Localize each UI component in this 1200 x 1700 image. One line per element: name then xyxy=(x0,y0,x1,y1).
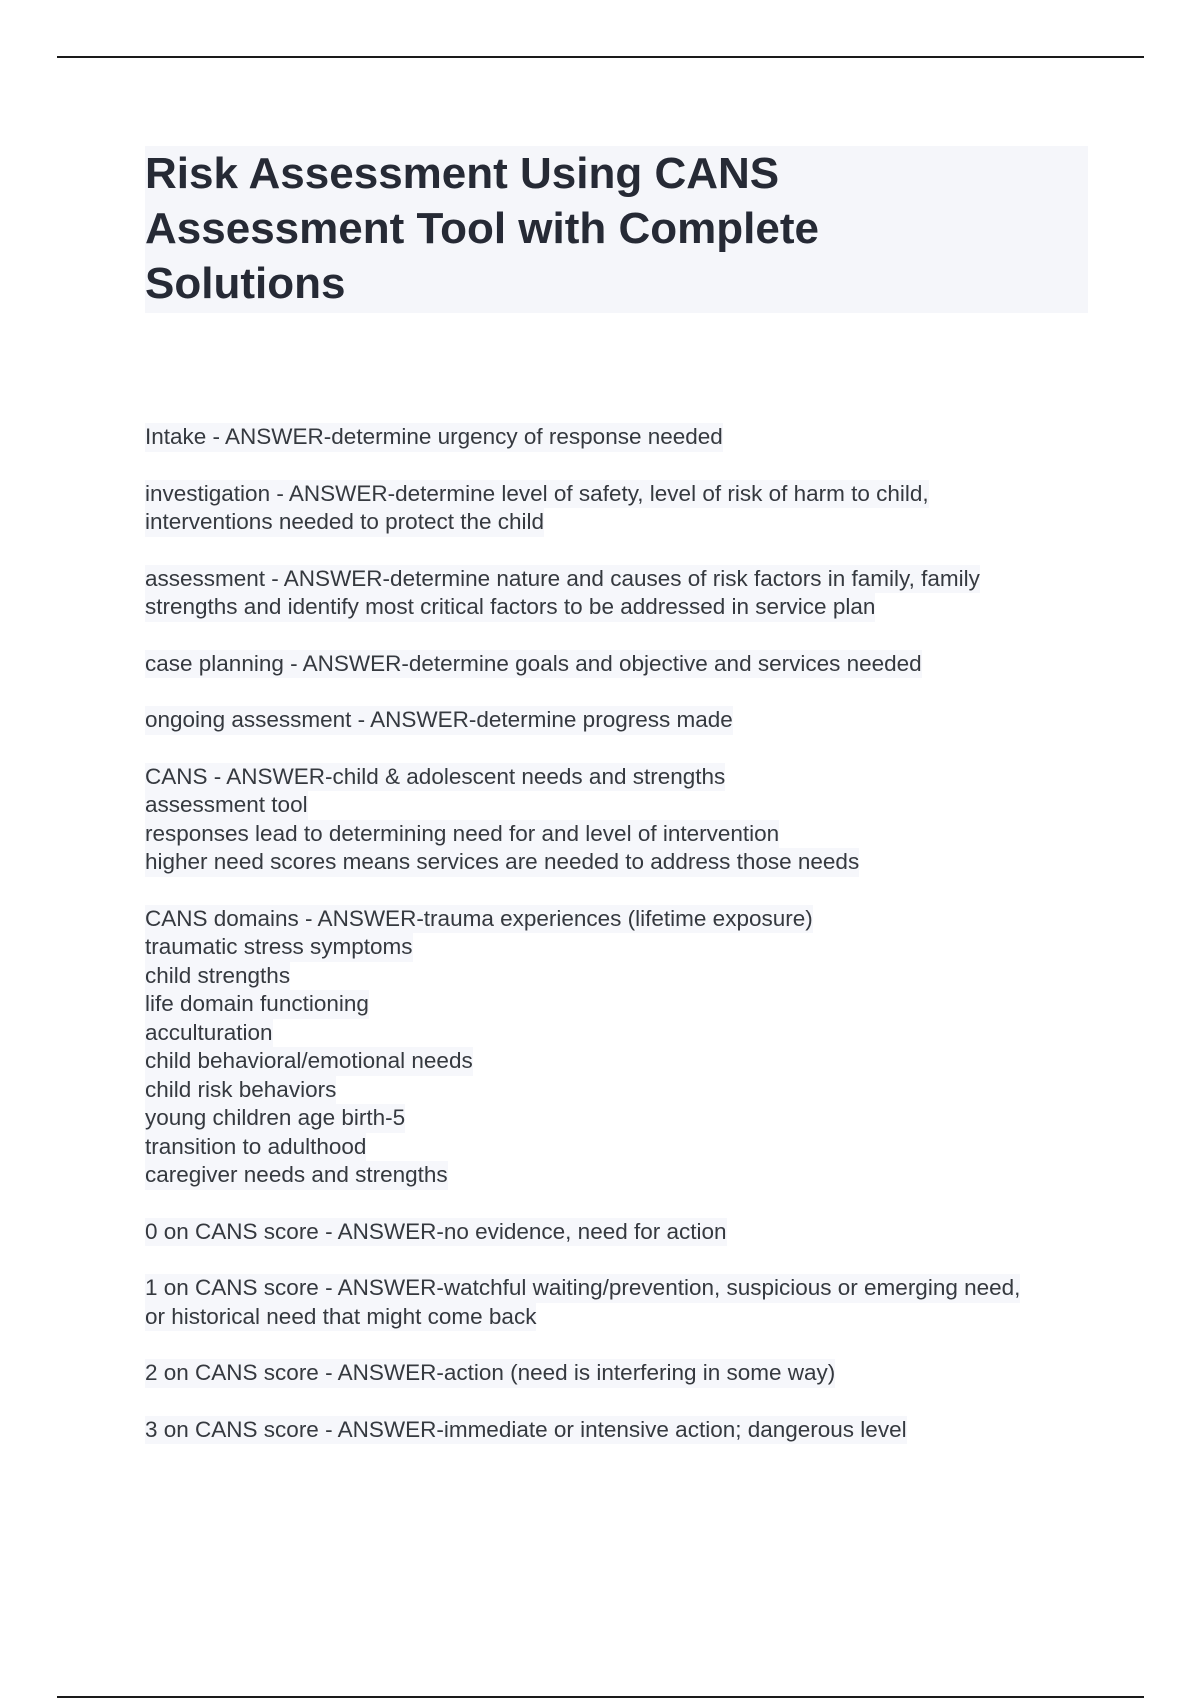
qa-line: 1 on CANS score - ANSWER-watchful waiting/prevention, suspicious or emerging need, xyxy=(145,1274,1020,1303)
qa-line: assessment tool xyxy=(145,791,308,820)
qa-line: responses lead to determining need for and level of intervention xyxy=(145,820,779,849)
qa-item-ongoing-assessment xyxy=(145,706,1105,735)
qa-line: 0 on CANS score - ANSWER-no evidence, need for action xyxy=(145,1218,727,1247)
document-title: Risk Assessment Using CANS Assessment Tool with Complete Solutions xyxy=(145,149,819,308)
qa-line: life domain functioning xyxy=(145,990,369,1019)
qa-line: CANS domains - ANSWER-trauma experiences (lifetime exposure) xyxy=(145,905,813,934)
qa-line: interventions needed to protect the child xyxy=(145,508,544,537)
qa-item-intake xyxy=(145,423,1105,452)
qa-line: investigation - ANSWER-determine level of safety, level of risk of harm to child, xyxy=(145,480,929,509)
qa-item-score-0 xyxy=(145,1218,1105,1247)
qa-line: transition to adulthood xyxy=(145,1133,366,1162)
qa-line: assessment - ANSWER-determine nature and causes of risk factors in family, family xyxy=(145,565,980,594)
qa-item-investigation xyxy=(145,480,1105,537)
qa-line: 2 on CANS score - ANSWER-action (need is interfering in some way) xyxy=(145,1359,835,1388)
qa-line: child behavioral/emotional needs xyxy=(145,1047,473,1076)
qa-line: traumatic stress symptoms xyxy=(145,933,413,962)
qa-line: acculturation xyxy=(145,1019,273,1048)
qa-item-assessment xyxy=(145,565,1105,622)
qa-line: CANS - ANSWER-child & adolescent needs and strengths xyxy=(145,763,725,792)
qa-line: 3 on CANS score - ANSWER-immediate or intensive action; dangerous level xyxy=(145,1416,907,1445)
qa-line: higher need scores means services are needed to address those needs xyxy=(145,848,859,877)
qa-line: child risk behaviors xyxy=(145,1076,336,1105)
qa-item-score-1 xyxy=(145,1274,1105,1331)
qa-line: young children age birth-5 xyxy=(145,1104,405,1133)
qa-line: child strengths xyxy=(145,962,290,991)
top-rule xyxy=(57,56,1144,58)
qa-line: Intake - ANSWER-determine urgency of response needed xyxy=(145,423,723,452)
qa-line: ongoing assessment - ANSWER-determine progress made xyxy=(145,706,733,735)
qa-line: or historical need that might come back xyxy=(145,1303,536,1332)
qa-list xyxy=(145,423,1105,1472)
title-block xyxy=(145,146,1088,313)
qa-item-score-3 xyxy=(145,1416,1105,1445)
qa-line: strengths and identify most critical factors to be addressed in service plan xyxy=(145,593,875,622)
qa-item-score-2 xyxy=(145,1359,1105,1388)
qa-item-case-planning xyxy=(145,650,1105,679)
qa-line: caregiver needs and strengths xyxy=(145,1161,448,1190)
qa-line: case planning - ANSWER-determine goals and objective and services needed xyxy=(145,650,922,679)
bottom-rule xyxy=(57,1696,1144,1698)
qa-item-cans xyxy=(145,763,1105,877)
qa-item-cans-domains xyxy=(145,905,1105,1190)
